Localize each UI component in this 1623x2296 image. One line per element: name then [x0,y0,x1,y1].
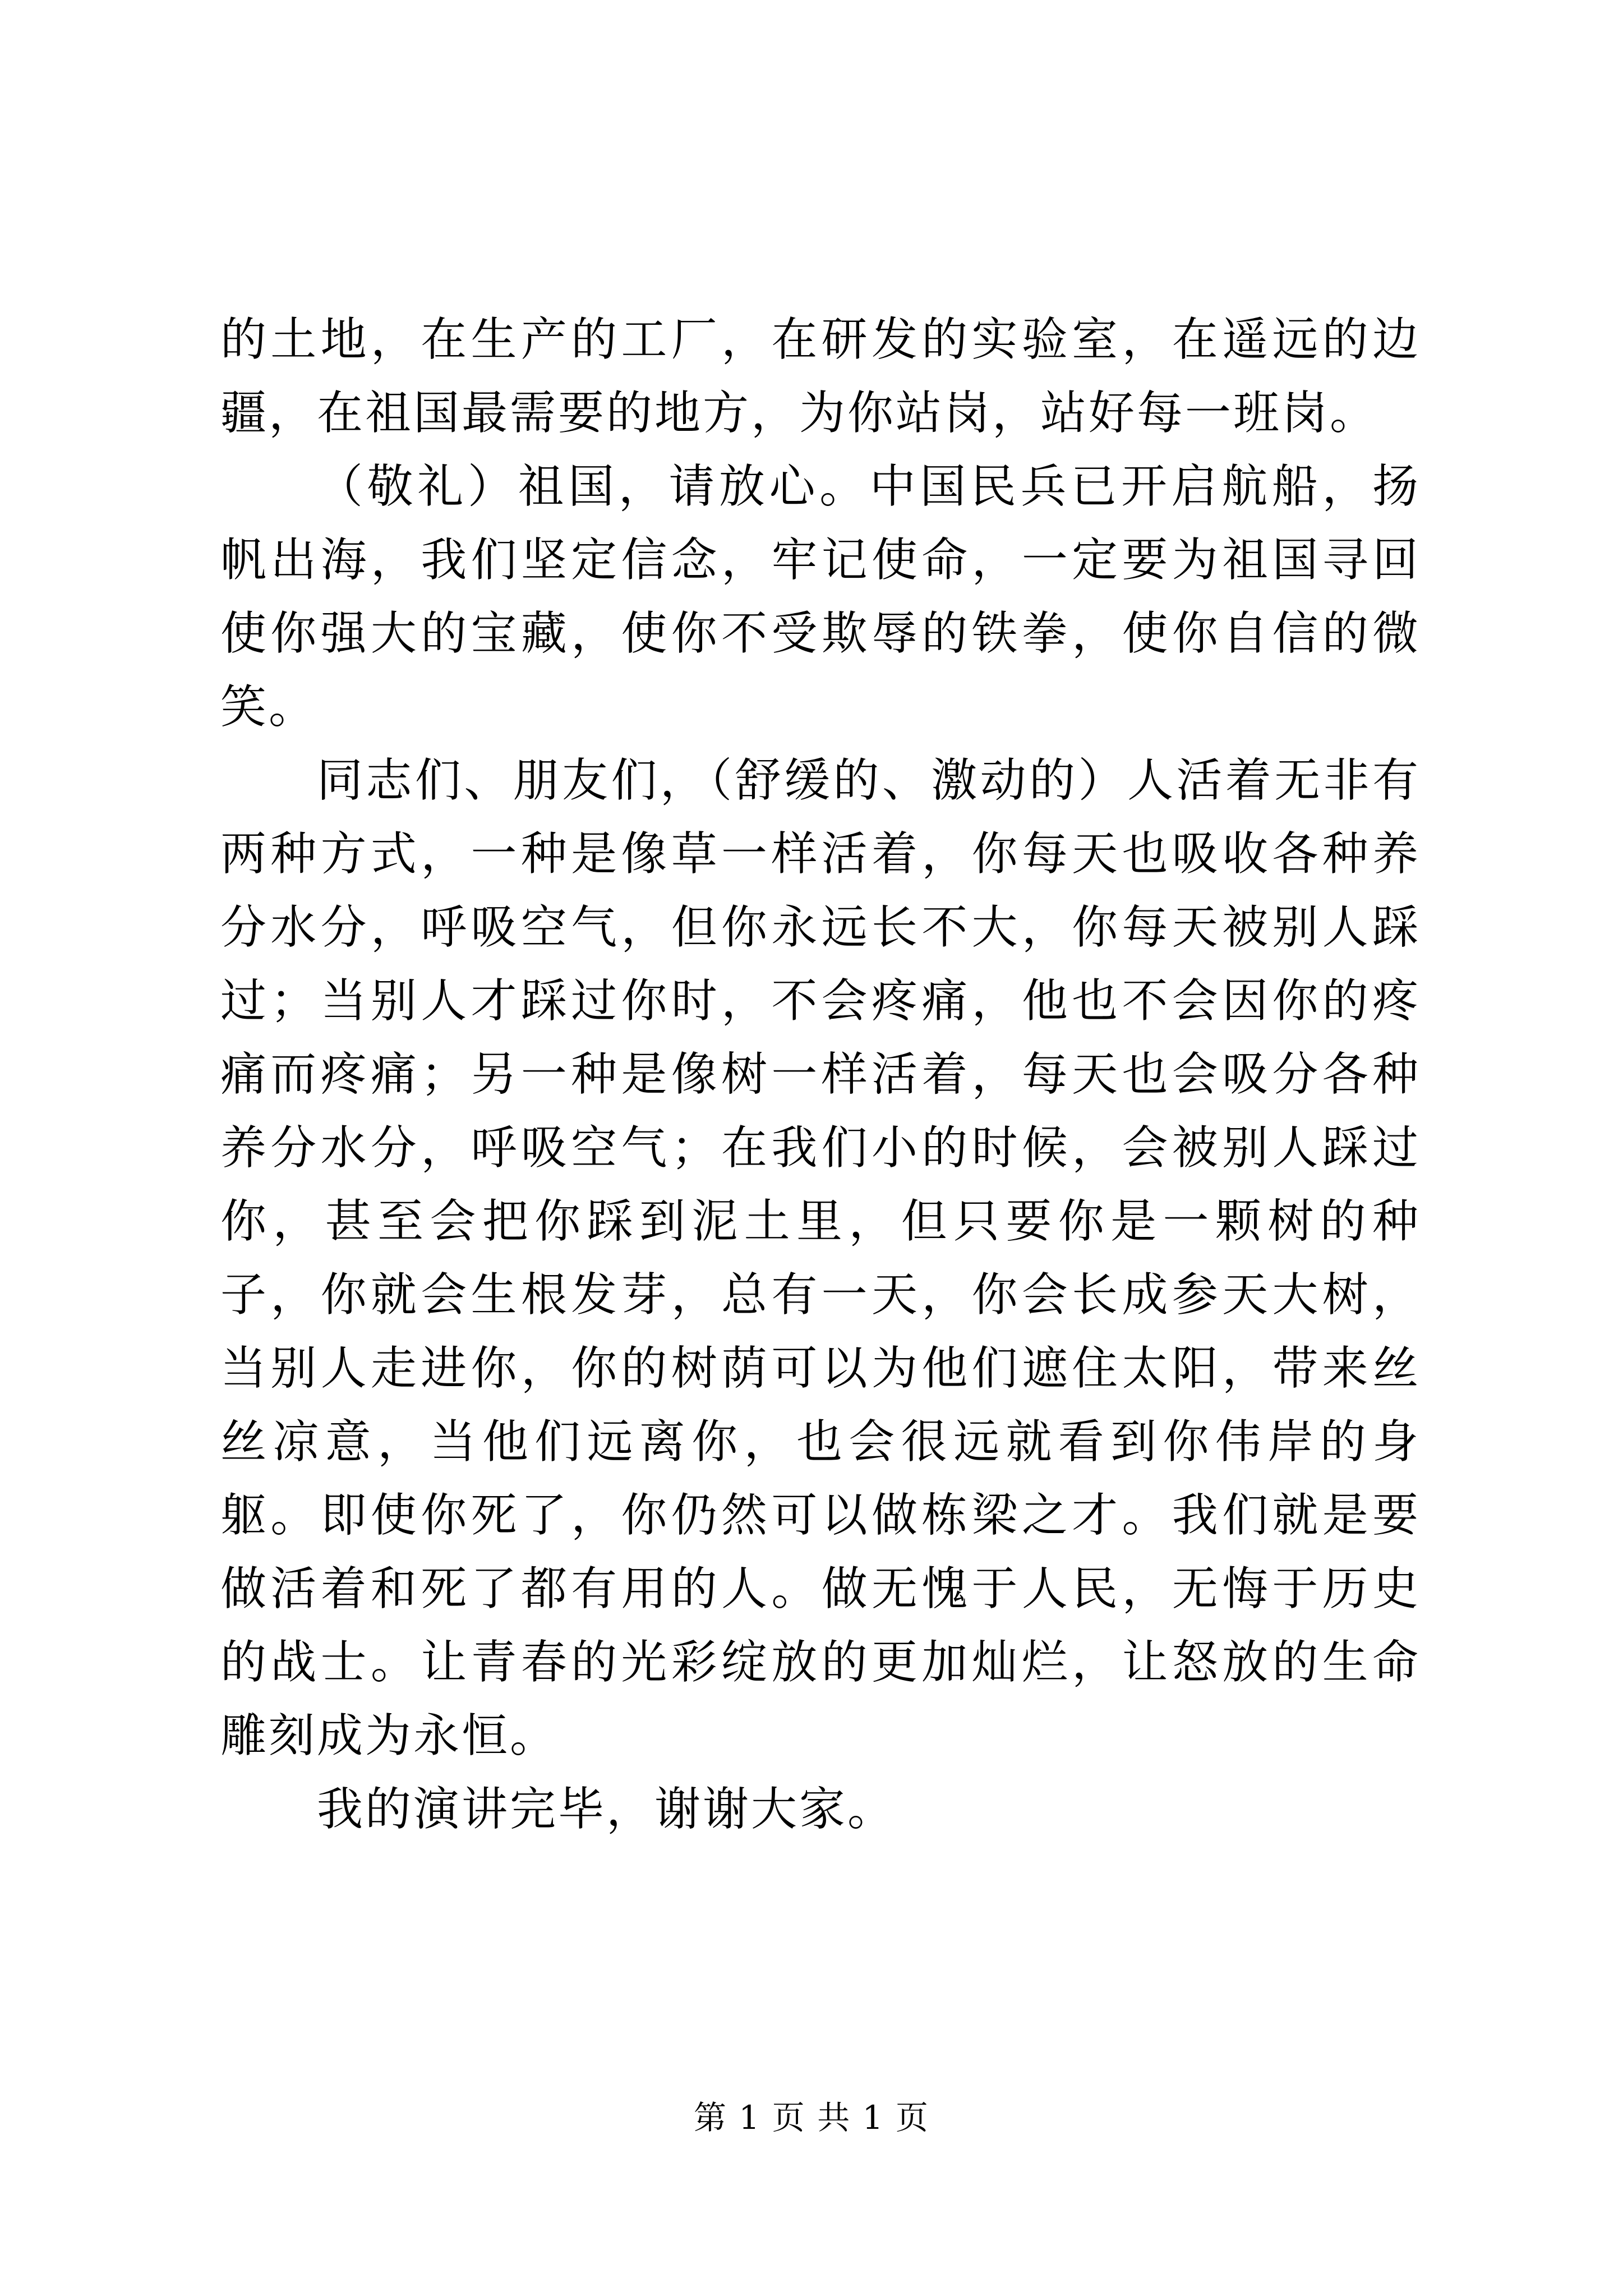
paragraph-salute: （敬礼）祖国，请放心。中国民兵已开启航船，扬帆出海，我们坚定信念，牢记使命，一定要为祖国寻回使你强大的宝藏，使你不受欺辱的铁拳，使你自信的微笑。 [220,460,1421,734]
page-number-footer: 第 1 页 共 1 页 [694,2099,929,2137]
paragraph-continuation: 的土地，在生产的工厂，在研发的实验室，在遥远的边疆，在祖国最需要的地方，为你站岗，站好每一班岗。 [220,313,1421,440]
paragraph-main-speech: 同志们、朋友们，（舒缓的、激动的）人活着无非有两种方式，一种是像草一样活着，你每天也吸收各种养分水分，呼吸空气，但你永远长不大，你每天被别人踩过；当别人才踩过你时，不会疼痛，他也不会因你的疼痛而疼痛；另一种是像树一样活着，每天也会吸分各种养分水分，呼吸空气；在我们小的时候，会被别人踩过你，甚至会把你踩到泥土里，但只要你是一颗树的种子，你就会生根发芽，总有一天，你会长成参天大树，当别人走进你，你的树荫可以为他们遮住太阳，带来丝丝凉意，当他们远离你，也会很远就看到你伟岸的身躯。即使你死了，你仍然可以做栋梁之才。我们就是要做活着和死了都有用的人。做无愧于人民，无悔于历史的战士。让青春的光彩绽放的更加灿烂，让怒放的生命雕刻成为永恒。 [220,754,1421,1763]
paragraph-closing: 我的演讲完毕，谢谢大家。 [317,1783,896,1836]
document-body [220,303,1421,1846]
